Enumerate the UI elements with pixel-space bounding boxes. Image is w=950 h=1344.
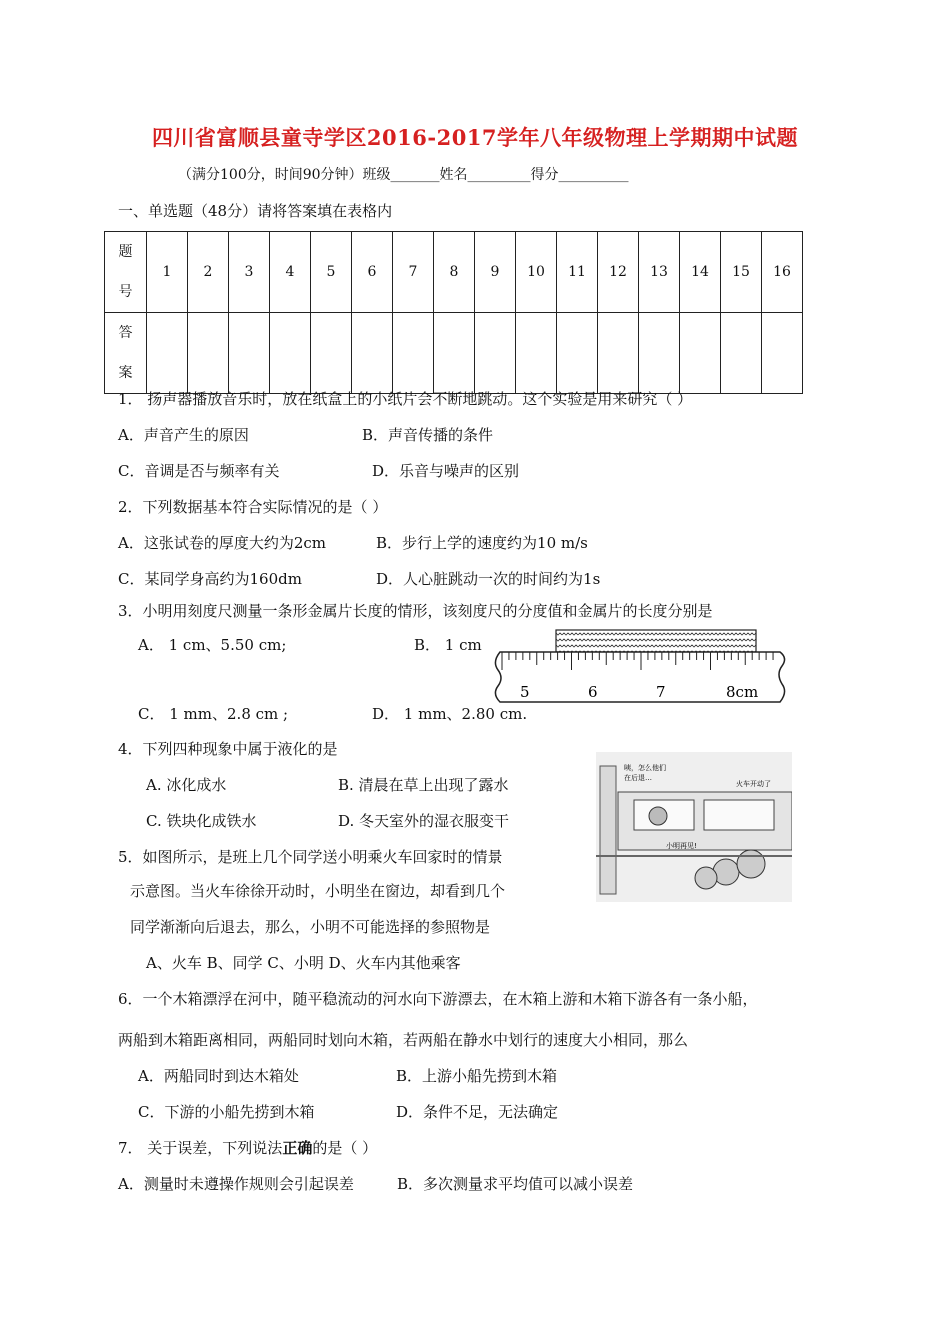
question-number-cell: 16 [762, 232, 803, 313]
q3-stem: 3．小明用刻度尺测量一条形金属片长度的情形，该刻度尺的分度值和金属片的长度分别是 [118, 602, 713, 620]
q3-option-b: B． 1 cm [414, 636, 482, 654]
q2-option-c: C．某同学身高约为160dm [118, 570, 302, 588]
q6-option-b: B．上游小船先捞到木箱 [396, 1067, 558, 1085]
q7-option-b: B．多次测量求平均值可以减小误差 [397, 1175, 634, 1193]
question-number-cell: 7 [393, 232, 434, 313]
q5-line-1: 5．如图所示，是班上几个同学送小明乘火车回家时的情景 [118, 848, 503, 866]
answer-cell[interactable] [188, 313, 229, 394]
answer-cell[interactable] [475, 313, 516, 394]
q4-stem: 4．下列四种现象中属于液化的是 [118, 740, 338, 758]
train-bubble-text-4: 小明再见! [666, 842, 697, 850]
q7-stem: 7． 关于误差，下列说法正确的是（ ） [118, 1139, 378, 1157]
q1-option-a: A．声音产生的原因 [118, 426, 249, 444]
q2-stem: 2．下列数据基本符合实际情况的是（ ） [118, 498, 388, 516]
q1-option-c: C．音调是否与频率有关 [118, 462, 280, 480]
question-number-cell: 15 [721, 232, 762, 313]
row-label-answer: 答 案 [105, 313, 147, 394]
answer-cell[interactable] [352, 313, 393, 394]
q1-option-d: D．乐音与噪声的区别 [372, 462, 520, 480]
q2-option-a: A．这张试卷的厚度大约为2cm [118, 534, 327, 552]
question-number-cell: 12 [598, 232, 639, 313]
q6-option-c: C．下游的小船先捞到木箱 [138, 1103, 315, 1121]
q5-line-3: 同学渐渐向后退去，那么，小明不可能选择的参照物是 [130, 918, 491, 936]
answer-table [104, 231, 803, 394]
q2-option-d: D．人心脏跳动一次的时间约为1s [376, 570, 601, 588]
answer-cell[interactable] [516, 313, 557, 394]
q5-line-2: 示意图。当火车徐徐开动时，小明坐在窗边，却看到几个 [130, 882, 506, 900]
question-number-cell: 13 [639, 232, 680, 313]
ruler-figure [490, 626, 790, 708]
answer-cell[interactable] [311, 313, 352, 394]
q7-option-a: A．测量时未遵操作规则会引起误差 [118, 1175, 354, 1193]
q3-option-c: C． 1 mm、2.8 cm ; [138, 705, 289, 723]
q4-option-b: B. 清晨在草上出现了露水 [338, 776, 509, 794]
q3-option-d: D． 1 mm、2.80 cm. [372, 705, 528, 723]
answer-cell[interactable] [229, 313, 270, 394]
train-illustration [596, 752, 792, 902]
question-number-cell: 9 [475, 232, 516, 313]
question-number-cell: 8 [434, 232, 475, 313]
table-row-answers [105, 313, 803, 394]
train-bubble-text-3: 火车开动了 [736, 780, 771, 788]
exam-info-line: （满分100分，时间90分钟）班级_______姓名_________得分__________ [178, 167, 629, 183]
train-bubble-text-1: 咦，怎么他们 [624, 764, 666, 772]
q2-option-b: B．步行上学的速度约为10 m/s [376, 534, 588, 552]
answer-cell[interactable] [393, 313, 434, 394]
q1-option-b: B．声音传播的条件 [362, 426, 494, 444]
answer-cell[interactable] [639, 313, 680, 394]
row-label-number: 题 号 [105, 232, 147, 313]
q4-option-a: A. 冰化成水 [146, 776, 227, 794]
question-number-cell: 5 [311, 232, 352, 313]
q6-line-2: 两船到木箱距离相同，两船同时划向木箱，若两船在静水中划行的速度大小相同，那么 [118, 1031, 689, 1049]
q5-options: A、火车 B、同学 C、小明 D、火车内其他乘客 [146, 954, 461, 972]
q4-option-d: D. 冬天室外的湿衣服变干 [338, 812, 510, 830]
answer-cell[interactable] [598, 313, 639, 394]
ruler-label-7: 7 [656, 683, 666, 701]
section-heading: 一、单选题（48分）请将答案填在表格内 [118, 202, 393, 220]
metal-strip [556, 630, 756, 652]
answer-cell[interactable] [434, 313, 475, 394]
ruler-label-5: 5 [520, 683, 530, 701]
table-row-numbers [105, 232, 803, 313]
question-number-cell: 10 [516, 232, 557, 313]
train-bubble-text-2: 在后退… [624, 774, 652, 782]
page-title: 四川省富顺县童寺学区2016-2017学年八年级物理上学期期中试题 [151, 125, 799, 150]
answer-cell[interactable] [721, 313, 762, 394]
q4-option-c: C. 铁块化成铁水 [146, 812, 257, 830]
q3-option-a: A． 1 cm、5.50 cm; [138, 636, 287, 654]
question-number-cell: 14 [680, 232, 721, 313]
q1-stem: 1． 扬声器播放音乐时，放在纸盒上的小纸片会不断地跳动。这个实验是用来研究（ ） [118, 390, 693, 408]
question-number-cell: 11 [557, 232, 598, 313]
q6-option-d: D．条件不足，无法确定 [396, 1103, 559, 1121]
q6-line-1: 6．一个木箱漂浮在河中，随平稳流动的河水向下游漂去，在木箱上游和木箱下游各有一条小船， [118, 990, 758, 1008]
answer-cell[interactable] [270, 313, 311, 394]
answer-cell[interactable] [147, 313, 188, 394]
question-number-cell: 4 [270, 232, 311, 313]
q7-emphasis: 正确 [282, 1139, 313, 1157]
q6-option-a: A．两船同时到达木箱处 [138, 1067, 299, 1085]
question-number-cell: 2 [188, 232, 229, 313]
answer-cell[interactable] [762, 313, 803, 394]
question-number-cell: 3 [229, 232, 270, 313]
answer-cell[interactable] [557, 313, 598, 394]
question-number-cell: 6 [352, 232, 393, 313]
ruler-label-6: 6 [588, 683, 598, 701]
ruler-label-8cm: 8cm [726, 683, 759, 701]
answer-cell[interactable] [680, 313, 721, 394]
question-number-cell: 1 [147, 232, 188, 313]
